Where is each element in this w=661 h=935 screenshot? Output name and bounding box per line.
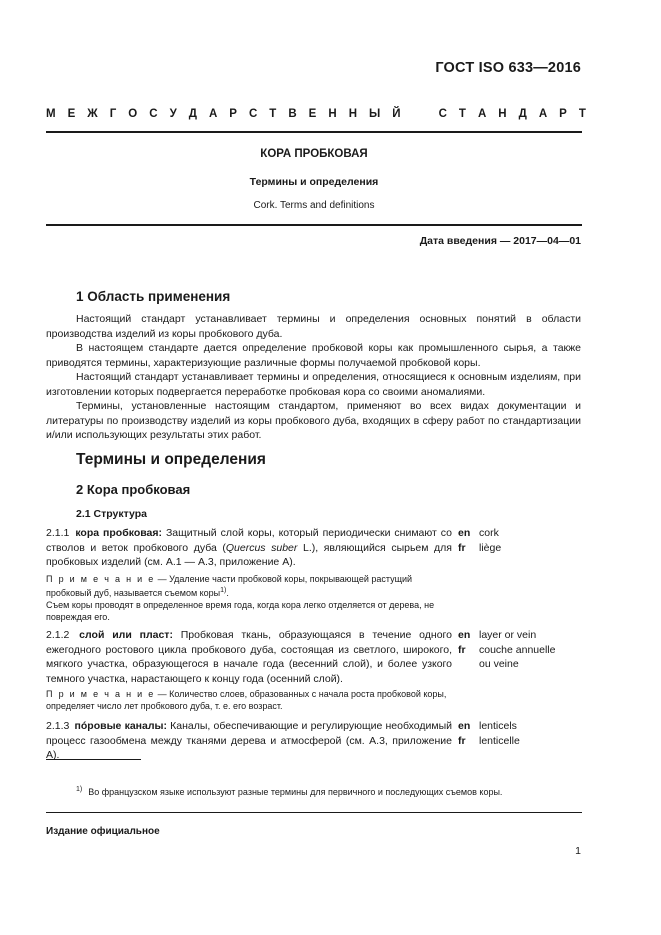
note-text: — Количество слоев, образованных с начала роста пробковой коры, определяет число лет пробкового дуба, т. е. его возраст. [46,689,447,711]
french-equivalent: lenticelle [479,734,520,747]
term-entry-2-1-3 [46,719,452,763]
banner-letter: Ж [87,108,98,120]
term-definition: L.), являющийся сырьем для пробковых изделий (см. А.1 — А.3, приложение А). [46,541,452,568]
footnote [76,786,502,797]
term-definition: Каналы, обеспечивающие и регулирующие необходимый процесс газообмена между тканями дерева и атмосферой (см. А.3, приложение А). [46,720,452,761]
term-number: 2.1.2 [46,629,70,641]
term-equivalents-2-1-3 [458,719,520,748]
edition-label: Издание официальное [46,826,160,837]
note-2-1-1 [46,573,452,623]
footnote-text: Во французском языке используют разные термины для первичного и последующих съемов коры. [88,787,503,797]
term-number: 2.1.1 [46,527,70,539]
banner-letter: А [538,108,548,120]
banner-letter: О [128,108,138,120]
lang-code-en: en [458,527,471,539]
note-label: П р и м е ч а н и е [46,689,156,699]
term-name: кора пробковая: [75,527,163,539]
term-definition-latin: Quercus suber [225,541,298,554]
document-title: КОРА ПРОБКОВАЯ [260,148,368,160]
english-equivalent: lenticels [479,720,517,732]
document-subtitle: Термины и определения [249,176,379,188]
banner-letter: А [208,108,218,120]
banner-letter: Д [188,108,197,120]
terms-heading: Термины и определения [76,451,266,468]
banner-letter: Р [559,108,567,120]
banner-letter: М [46,108,56,120]
banner-letter: Т [269,108,277,120]
french-equivalent: couche annuelle [479,643,556,656]
banner-letter: Е [67,108,76,120]
term-name: слой или пласт: [79,629,173,641]
footnote-marker: 1) [76,786,83,793]
title-rule [46,224,582,226]
lang-code-fr: fr [458,643,466,656]
term-number: 2.1.3 [46,720,70,732]
term-entry-2-1-1 [46,526,452,570]
banner-letter: Г [109,108,117,120]
interstate-standard-banner [46,108,586,120]
footnote-separator [46,759,141,760]
standard-number: ГОСТ ISO 633—2016 [435,60,581,76]
term-definition: Защитный слой коры, который периодически снимают со стволов и веток пробкового дуба ( [46,527,452,554]
footer-rule [46,812,582,813]
banner-letter: В [288,108,297,120]
lang-code-fr: fr [458,734,466,747]
banner-letter: Т [578,108,586,120]
term-equivalents-2-1-2 [458,628,555,672]
paragraph: Настоящий стандарт устанавливает термины и определения основных понятий в области производства изделий из коры пробкового дуба. [46,313,581,340]
english-equivalent: layer or vein [479,629,537,641]
banner-letter: Н [498,108,507,120]
banner-letter: Р [229,108,237,120]
note-2-1-2 [46,688,452,712]
note-period: . [226,588,229,598]
note-label: П р и м е ч а н и е [46,574,156,584]
banner-letter: А [477,108,487,120]
lang-code-en: en [458,720,471,732]
banner-letter: Ы [369,108,381,120]
term-definition: Пробковая ткань, образующаяся в течение одного ежегодного ростового цикла пробкового дуба, состоящая из светлого, широкого, мягкого участка, образующегося в начале года (весенний слой), и более узкого темного участка, нарастающего к концу года (осенний слой). [46,629,452,685]
lang-code-fr: fr [458,541,466,554]
section-1-body [46,312,581,443]
banner-letter: Й [392,108,401,120]
term-equivalents-2-1-1 [458,526,501,555]
banner-letter: С [438,108,447,120]
banner-letter: Е [308,108,317,120]
french-equivalent-cont: ou veine [479,658,519,670]
english-title: Cork. Terms and definitions [253,200,375,211]
lang-code-en: en [458,629,471,641]
banner-letter: Д [518,108,527,120]
footnote-reference: 1) [220,587,227,594]
banner-letter: Н [348,108,357,120]
paragraph: Термины, установленные настоящим стандартом, применяют во всех видах документации и литературы по производству изделий из коры пробкового дуба, входящих в сферу работ по стандартизации и/или использующих результаты этих работ. [46,400,581,441]
term-entry-2-1-2 [46,628,452,686]
note-text: — Удаление части пробковой коры, покрывающей растущий пробковый дуб, называется съемом коры [46,574,413,598]
banner-letter: У [169,108,177,120]
page-number: 1 [575,845,581,857]
term-name: пóровые каналы: [74,720,167,732]
note-text: Съем коры проводят в определенное время года, когда кора легко отделяется от дерева, не повреждая его. [46,600,435,622]
banner-letter: Н [328,108,337,120]
paragraph: В настоящем стандарте дается определение пробковой коры как промышленного сырья, а также приводятся термины, характеризующие различные формы получаемой пробковой коры. [46,342,581,369]
banner-gap [413,108,427,120]
banner-letter: С [149,108,158,120]
section-2-heading: 2 Кора пробковая [76,482,191,497]
french-equivalent: liège [479,541,502,554]
introduction-date: Дата введения — 2017—04—01 [419,235,581,247]
header-rule [46,131,582,133]
banner-letter: Т [458,108,466,120]
english-equivalent: cork [479,527,499,539]
paragraph: Настоящий стандарт устанавливает термины и определения, относящиеся к основным изделиям, при изготовлении которых подвергается переработке пробковая кора со своими аномалиями. [46,371,581,398]
section-1-heading: 1 Область применения [76,289,231,304]
subsection-2-1-heading: 2.1 Структура [76,508,147,520]
banner-letter: С [248,108,258,120]
